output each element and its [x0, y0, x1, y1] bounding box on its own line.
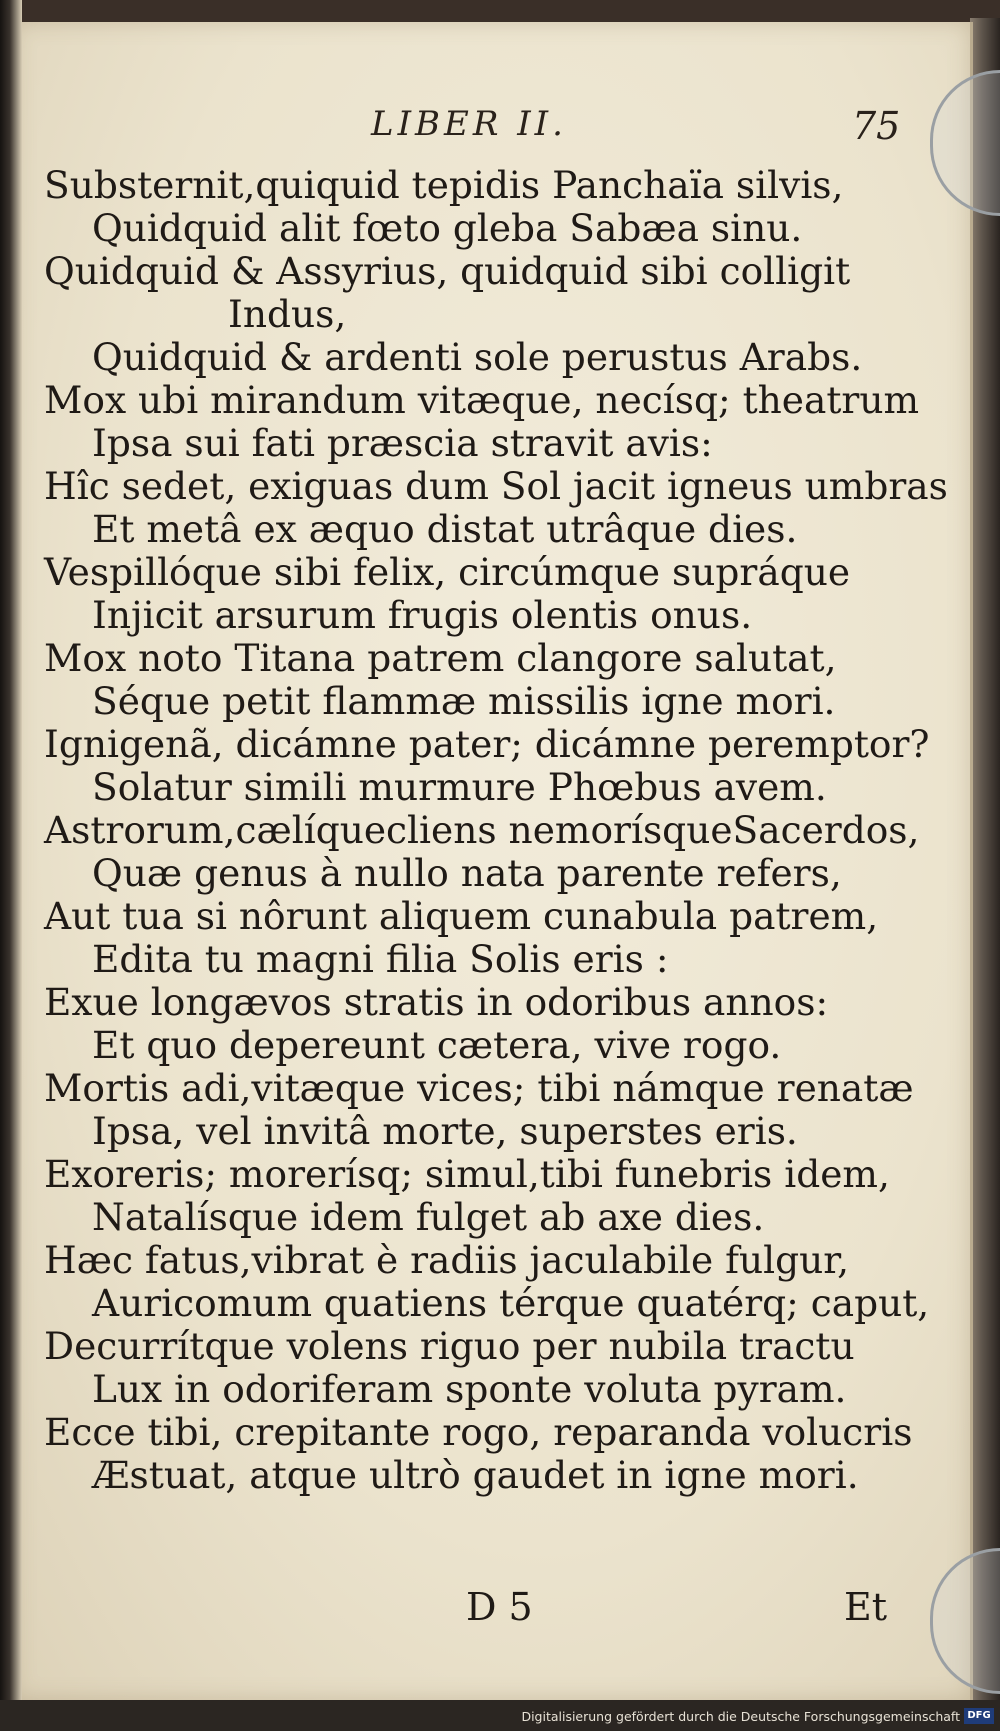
page-header: [14, 104, 970, 154]
verse-line: Lux in odoriferam sponte voluta pyram.: [92, 1367, 847, 1411]
verse-line: Mox ubi mirandum vitæque, necísq; theatrum: [44, 378, 920, 422]
verse-line: Quæ genus à nullo nata parente refers,: [92, 851, 842, 895]
verse-line: Æstuat, atque ultrò gaudet in igne mori.: [92, 1453, 859, 1497]
verse-line: Hîc sedet, exiguas dum Sol jacit igneus umbras: [44, 464, 948, 508]
credit-bar: [0, 1700, 1000, 1731]
verse-line: Exoreris; morerísq; simul,tibi funebris idem,: [44, 1152, 890, 1196]
page-footer: [14, 1585, 970, 1635]
verse-line: Vespillóque sibi felix, circúmque supráque: [44, 550, 851, 594]
verse-line: Quidquid & ardenti sole perustus Arabs.: [92, 335, 863, 379]
page-number: 75: [852, 104, 901, 148]
dfg-logo: DFG: [964, 1708, 994, 1724]
book-binding: [0, 0, 22, 1731]
verse-line: Substernit,quiquid tepidis Panchaïa silvis,: [44, 163, 844, 207]
verse-line: Auricomum quatiens térque quatérq; caput,: [92, 1281, 930, 1325]
signature-mark: D 5: [466, 1585, 533, 1629]
verse-line: Ipsa sui fati præscia stravit avis:: [92, 421, 713, 465]
verse-line: Quidquid alit fœto gleba Sabæa sinu.: [92, 206, 803, 250]
verse-line: Hæc fatus,vibrat è radiis jaculabile fulgur,: [44, 1238, 850, 1282]
verse-line: Quidquid & Assyrius, quidquid sibi colligit: [44, 249, 851, 293]
book-page: [14, 22, 973, 1700]
verse-line: Exue longævos stratis in odoribus annos:: [44, 980, 829, 1024]
verse-line: Ipsa, vel invitâ morte, superstes eris.: [92, 1109, 798, 1153]
verse-line: Astrorum,cælíquecliens nemorísqueSacerdos,: [44, 808, 920, 852]
funding-credit: Digitalisierung gefördert durch die Deutsche Forschungsgemeinschaft: [521, 1709, 960, 1724]
catchword: Et: [844, 1585, 888, 1629]
verse-line: Ignigenã, dicámne pater; dicámne peremptor?: [44, 722, 930, 766]
running-head: LIBER II.: [371, 104, 567, 144]
verse-line: Aut tua si nôrunt aliquem cunabula patrem,: [44, 894, 879, 938]
verse-line: Injicit arsurum frugis olentis onus.: [92, 593, 753, 637]
verse-line: Mox noto Titana patrem clangore salutat,: [44, 636, 837, 680]
verse-line: Mortis adi,vitæque vices; tibi námque renatæ: [44, 1066, 914, 1110]
verse-line: Indus,: [228, 292, 347, 336]
verse-line: Séque petit flammæ missilis igne mori.: [92, 679, 836, 723]
verse-line: Decurrítque volens riguo per nubila tractu: [44, 1324, 855, 1368]
verse-line: Natalísque idem fulget ab axe dies.: [92, 1195, 765, 1239]
verse-line: Ecce tibi, crepitante rogo, reparanda volucris: [44, 1410, 913, 1454]
verse-line: Et metâ ex æquo distat utrâque dies.: [92, 507, 798, 551]
verse-line: Et quo depereunt cætera, vive rogo.: [92, 1023, 782, 1067]
book-right-edge: [970, 18, 1000, 1708]
verse-line: Solatur simili murmure Phœbus avem.: [92, 765, 827, 809]
verse-line: Edita tu magni filia Solis eris :: [92, 937, 669, 981]
